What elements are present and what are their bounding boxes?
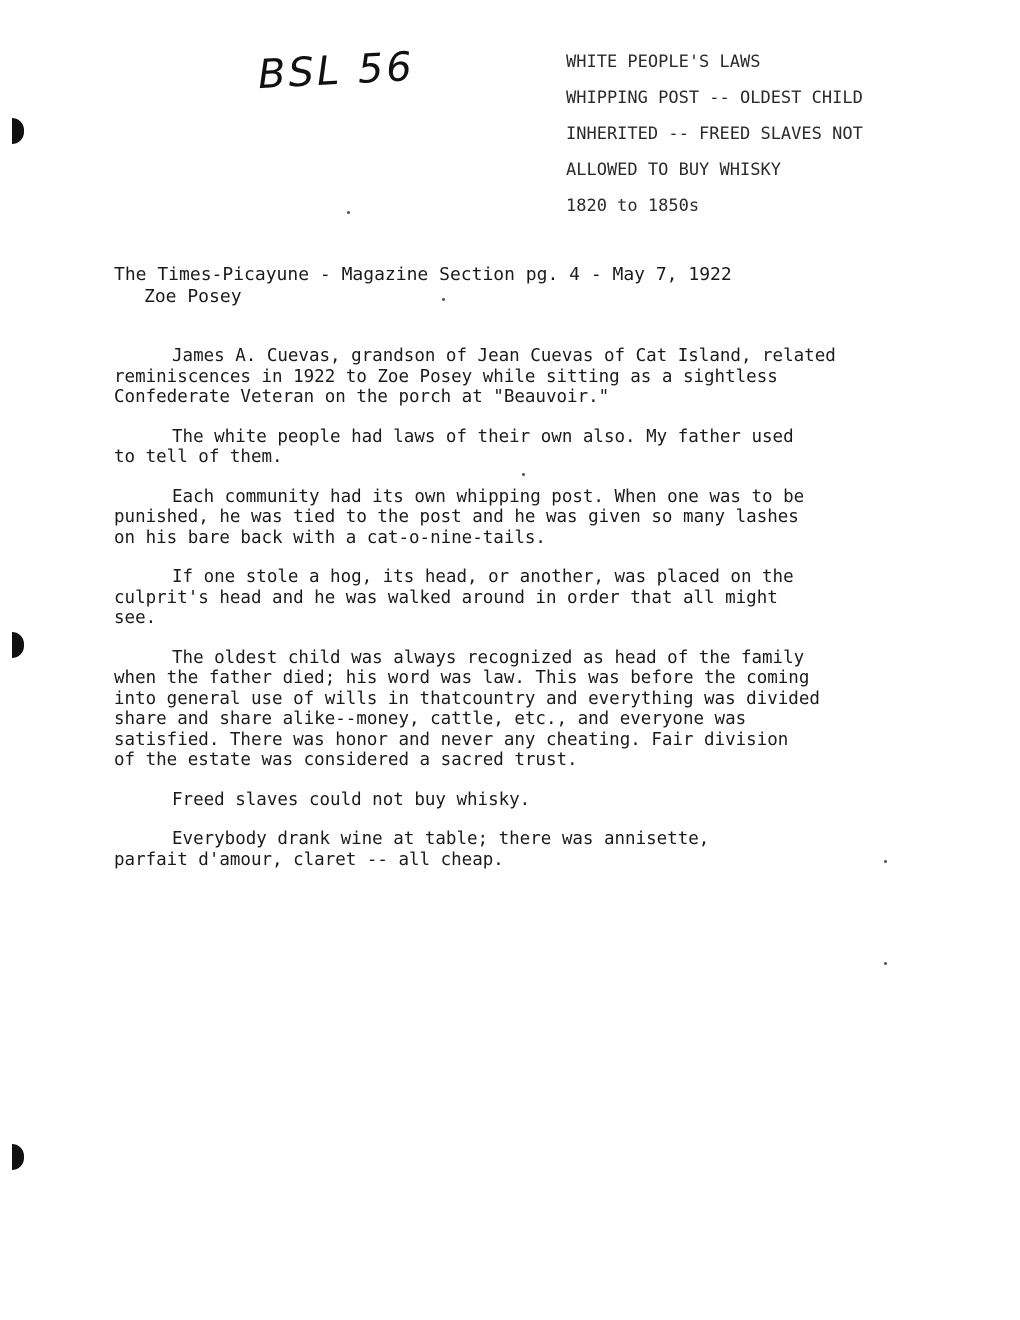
body-paragraph bbox=[114, 567, 944, 629]
source-citation bbox=[114, 264, 974, 308]
paragraph-line: culprit's head and he was walked around in order that all might bbox=[114, 587, 778, 608]
topic-line: WHIPPING POST -- OLDEST CHILD bbox=[566, 88, 863, 108]
topic-header-block bbox=[566, 44, 986, 224]
paragraph-line: James A. Cuevas, grandson of Jean Cuevas of Cat Island, related bbox=[172, 346, 836, 366]
paragraph-line: to tell of them. bbox=[114, 447, 283, 467]
scan-speck bbox=[884, 962, 887, 965]
paragraph-line: into general use of wills in thatcountry and everything was divided bbox=[114, 688, 820, 709]
paragraph-line: reminiscences in 1922 to Zoe Posey while sitting as a sightless bbox=[114, 366, 778, 387]
topic-line: INHERITED -- FREED SLAVES NOT bbox=[566, 124, 863, 144]
topic-date-range: 1820 to 1850s bbox=[566, 196, 700, 216]
paragraph-line: see. bbox=[114, 608, 157, 628]
paragraph-line: share and share alike--money, cattle, etc., and everyone was bbox=[114, 709, 747, 729]
body-paragraph bbox=[114, 427, 944, 468]
paragraph-line: The oldest child was always recognized as head of the family bbox=[172, 647, 805, 668]
paragraph-line: Each community had its own whipping post. When one was to be bbox=[172, 486, 805, 507]
document-body bbox=[114, 346, 944, 889]
citation-source: The Times-Picayune - Magazine Section pg. 4 - May 7, 1922 bbox=[114, 264, 732, 285]
paragraph-line: Freed slaves could not buy whisky. bbox=[172, 789, 531, 810]
paragraph-line: on his bare back with a cat-o-nine-tails. bbox=[114, 527, 546, 548]
body-paragraph bbox=[114, 829, 944, 870]
paragraph-line: Confederate Veteran on the porch at "Beauvoir." bbox=[114, 387, 610, 407]
body-paragraph bbox=[114, 346, 944, 408]
binder-hole-mark bbox=[12, 1144, 24, 1170]
paragraph-line: parfait d'amour, claret -- all cheap. bbox=[114, 849, 504, 870]
paragraph-line: Everybody drank wine at table; there was annisette, bbox=[172, 829, 710, 849]
binder-hole-mark bbox=[12, 118, 24, 144]
paragraph-line: punished, he was tied to the post and he was given so many lashes bbox=[114, 507, 799, 527]
paragraph-line: of the estate was considered a sacred trust. bbox=[114, 750, 578, 770]
body-paragraph bbox=[114, 790, 944, 811]
body-paragraph bbox=[114, 487, 944, 549]
scan-speck bbox=[347, 211, 350, 214]
paragraph-line: satisfied. There was honor and never any cheating. Fair division bbox=[114, 729, 789, 750]
topic-line: WHITE PEOPLE'S LAWS bbox=[566, 52, 761, 72]
body-paragraph bbox=[114, 648, 944, 771]
binder-hole-mark bbox=[12, 632, 24, 658]
handwritten-file-code: BSL 56 bbox=[256, 43, 416, 99]
paragraph-line: If one stole a hog, its head, or another, was placed on the bbox=[172, 567, 794, 587]
paragraph-line: when the father died; his word was law. This was before the coming bbox=[114, 668, 810, 688]
citation-author: Zoe Posey bbox=[144, 286, 242, 307]
topic-line: ALLOWED TO BUY WHISKY bbox=[566, 160, 781, 180]
paragraph-line: The white people had laws of their own also. My father used bbox=[172, 426, 794, 447]
